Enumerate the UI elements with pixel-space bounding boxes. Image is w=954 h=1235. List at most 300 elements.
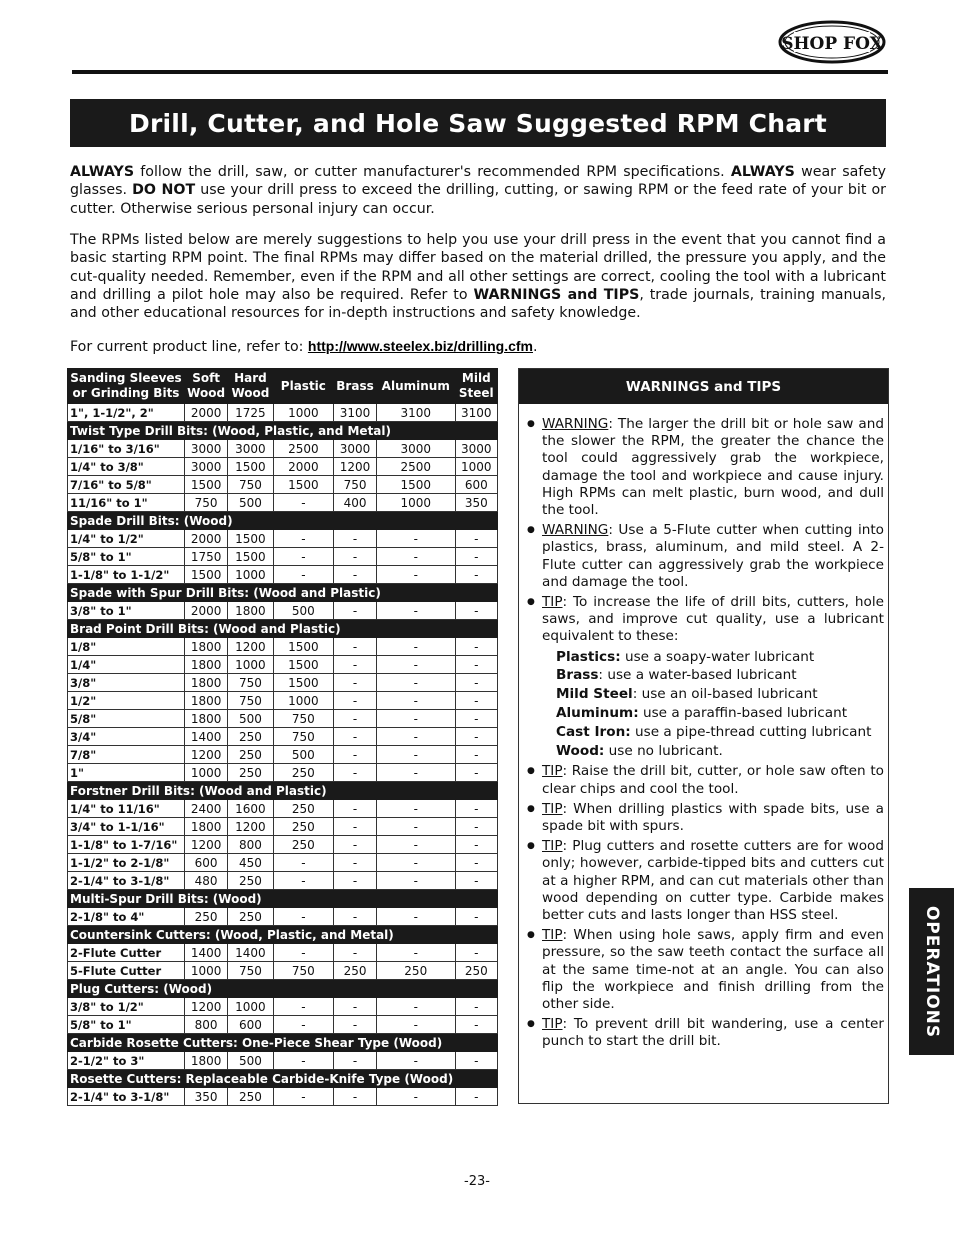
- size-cell: 1-1/8" to 1-7/16": [68, 836, 185, 854]
- rpm-cell: -: [455, 656, 497, 674]
- rpm-cell: 750: [228, 674, 273, 692]
- list-item: [527, 763, 884, 797]
- table-row: [68, 872, 498, 890]
- rpm-cell: -: [273, 872, 334, 890]
- rpm-cell: 3000: [376, 440, 455, 458]
- rpm-cell: 250: [228, 728, 273, 746]
- rpm-cell: 750: [273, 962, 334, 980]
- rpm-cell: 1000: [455, 458, 497, 476]
- item-label: WARNING: [542, 522, 609, 539]
- rpm-cell: 450: [228, 854, 273, 872]
- size-cell: 3/8" to 1/2": [68, 998, 185, 1016]
- rpm-cell: 1500: [273, 674, 334, 692]
- rpm-cell: -: [376, 908, 455, 926]
- lubricant-item: [556, 704, 884, 723]
- header-rule: [72, 70, 888, 74]
- rpm-cell: 1200: [228, 818, 273, 836]
- rpm-cell: -: [455, 944, 497, 962]
- lubricant-text: use a soapy-water lubricant: [620, 648, 815, 665]
- rpm-cell: 250: [228, 872, 273, 890]
- rpm-cell: -: [376, 728, 455, 746]
- rpm-table-body: [68, 404, 498, 1106]
- table-row: [68, 602, 498, 620]
- rpm-cell: 1800: [184, 1052, 227, 1070]
- rpm-cell: 250: [273, 800, 334, 818]
- rpm-cell: 1500: [184, 476, 227, 494]
- item-label: TIP: [542, 927, 563, 944]
- table-row: [68, 404, 498, 422]
- section-label: Spade Drill Bits: (Wood): [68, 512, 498, 530]
- rpm-cell: -: [455, 638, 497, 656]
- size-cell: 2-1/4" to 3-1/8": [68, 872, 185, 890]
- size-cell: 1-1/8" to 1-1/2": [68, 566, 185, 584]
- rpm-cell: 750: [228, 692, 273, 710]
- section-label: Countersink Cutters: (Wood, Plastic, and Metal): [68, 926, 498, 944]
- rpm-cell: -: [334, 1088, 377, 1106]
- rpm-cell: 3000: [184, 440, 227, 458]
- rpm-cell: -: [334, 836, 377, 854]
- table-row: [68, 494, 498, 512]
- rpm-cell: 600: [184, 854, 227, 872]
- rpm-cell: -: [273, 566, 334, 584]
- rpm-cell: 750: [184, 494, 227, 512]
- rpm-cell: -: [455, 836, 497, 854]
- lubricant-text: : use a water-based lubricant: [598, 667, 797, 684]
- size-cell: 5/8": [68, 710, 185, 728]
- rpm-cell: -: [455, 530, 497, 548]
- material-label: Brass: [556, 667, 599, 684]
- list-item: [527, 522, 884, 591]
- rpm-cell: -: [273, 1052, 334, 1070]
- rpm-cell: -: [455, 692, 497, 710]
- size-cell: 5/8" to 1": [68, 1016, 185, 1034]
- rpm-cell: 1800: [184, 638, 227, 656]
- table-row: [68, 728, 498, 746]
- size-cell: 1-1/2" to 2-1/8": [68, 854, 185, 872]
- rpm-cell: 250: [334, 962, 377, 980]
- rpm-cell: 250: [228, 908, 273, 926]
- rpm-cell: -: [334, 818, 377, 836]
- rpm-cell: 1500: [184, 566, 227, 584]
- rpm-cell: -: [376, 1088, 455, 1106]
- rpm-table: [67, 368, 498, 1106]
- rpm-intro-paragraph: The RPMs listed below are merely suggestions to help you use your drill press in the event that you cannot find a basic starting RPM point. The final RPMs may differ based on the material drilled, the pressure you apply, and the cut-quality needed. Remember, even if the RPM and all other settings are correct, cooling the tool with a lubricant and drilling a pilot hole may also be required. Refer to WARNINGS and TIPS, trade journals, training manuals, and other educational resources for in-depth instructions and safety knowledge.: [70, 232, 886, 322]
- item-text: : The larger the drill bit or hole saw and the slower the RPM, the greater the chance the tool could aggressively grab the workpiece, damage the tool and workpiece and cause injury. High RPMs can melt plastic, burn wood, and dull the tool.: [542, 416, 884, 519]
- rpm-cell: 2000: [273, 458, 334, 476]
- rpm-cell: -: [376, 998, 455, 1016]
- rpm-cell: -: [376, 710, 455, 728]
- rpm-cell: -: [455, 1016, 497, 1034]
- rpm-cell: 400: [334, 494, 377, 512]
- list-item: [527, 416, 884, 519]
- lubricant-item: [556, 723, 884, 742]
- table-row: [68, 908, 498, 926]
- rpm-cell: -: [455, 674, 497, 692]
- rpm-cell: 2400: [184, 800, 227, 818]
- rpm-cell: 250: [376, 962, 455, 980]
- table-row: [68, 818, 498, 836]
- rpm-cell: 750: [228, 476, 273, 494]
- rpm-cell: -: [273, 548, 334, 566]
- rpm-cell: 500: [228, 494, 273, 512]
- rpm-cell: -: [334, 602, 377, 620]
- rpm-cell: -: [334, 800, 377, 818]
- rpm-cell: -: [455, 728, 497, 746]
- warnings-tips-box: [518, 368, 889, 1104]
- product-line-paragraph: For current product line, refer to: http://www.steelex.biz/drilling.cfm.: [70, 338, 538, 355]
- table-row: [68, 566, 498, 584]
- section-row: [68, 980, 498, 998]
- size-cell: 1": [68, 764, 185, 782]
- rpm-cell: 500: [228, 1052, 273, 1070]
- rpm-cell: 500: [273, 602, 334, 620]
- section-row: [68, 1034, 498, 1052]
- warnings-tips-title: WARNINGS and TIPS: [519, 369, 888, 404]
- shop-fox-logo: [778, 20, 886, 64]
- page-title: Drill, Cutter, and Hole Saw Suggested RPM Chart: [70, 99, 886, 147]
- rpm-cell: -: [455, 854, 497, 872]
- lubricant-text: use a paraffin-based lubricant: [638, 705, 848, 722]
- rpm-cell: -: [455, 800, 497, 818]
- rpm-cell: 250: [228, 746, 273, 764]
- rpm-cell: -: [334, 710, 377, 728]
- rpm-cell: -: [334, 908, 377, 926]
- section-label: Plug Cutters: (Wood): [68, 980, 498, 998]
- section-row: [68, 422, 498, 440]
- section-label: Rosette Cutters: Replaceable Carbide-Knife Type (Wood): [68, 1070, 498, 1088]
- rpm-cell: -: [273, 530, 334, 548]
- table-row: [68, 656, 498, 674]
- rpm-cell: -: [376, 1016, 455, 1034]
- table-row: [68, 764, 498, 782]
- column-header: Sanding Sleeves or Grinding Bits: [68, 369, 185, 404]
- rpm-cell: 2000: [184, 602, 227, 620]
- rpm-cell: 3000: [455, 440, 497, 458]
- rpm-cell: 1200: [184, 998, 227, 1016]
- material-label: Plastics:: [556, 648, 621, 665]
- rpm-cell: 350: [455, 494, 497, 512]
- rpm-cell: -: [376, 602, 455, 620]
- warnings-tips-list: [519, 404, 888, 1051]
- section-label: Multi-Spur Drill Bits: (Wood): [68, 890, 498, 908]
- rpm-cell: 1800: [184, 710, 227, 728]
- column-header: Mild Steel: [455, 369, 497, 404]
- size-cell: 3/4": [68, 728, 185, 746]
- column-header: Brass: [334, 369, 377, 404]
- rpm-cell: 1200: [184, 746, 227, 764]
- rpm-cell: 500: [273, 746, 334, 764]
- rpm-cell: 3000: [334, 440, 377, 458]
- rpm-cell: -: [376, 692, 455, 710]
- size-cell: 1/8": [68, 638, 185, 656]
- size-cell: 11/16" to 1": [68, 494, 185, 512]
- lubricant-item: [556, 648, 884, 667]
- item-label: TIP: [542, 763, 563, 780]
- rpm-cell: 250: [273, 818, 334, 836]
- rpm-cell: 250: [228, 1088, 273, 1106]
- section-row: [68, 782, 498, 800]
- rpm-cell: 1200: [228, 638, 273, 656]
- rpm-cell: -: [376, 818, 455, 836]
- material-label: Cast Iron:: [556, 723, 631, 740]
- rpm-cell: -: [455, 1052, 497, 1070]
- item-label: TIP: [542, 800, 563, 817]
- rpm-cell: -: [334, 530, 377, 548]
- page-number: -23-: [464, 1174, 490, 1189]
- rpm-cell: 1600: [228, 800, 273, 818]
- size-cell: 7/8": [68, 746, 185, 764]
- rpm-cell: 3000: [184, 458, 227, 476]
- rpm-cell: -: [334, 566, 377, 584]
- rpm-cell: -: [334, 1052, 377, 1070]
- rpm-cell: 1200: [184, 836, 227, 854]
- size-cell: 1/4" to 3/8": [68, 458, 185, 476]
- rpm-cell: 1500: [228, 548, 273, 566]
- rpm-cell: -: [376, 548, 455, 566]
- rpm-cell: 1000: [184, 962, 227, 980]
- rpm-cell: 1400: [184, 944, 227, 962]
- section-label: Twist Type Drill Bits: (Wood, Plastic, and Metal): [68, 422, 498, 440]
- table-row: [68, 440, 498, 458]
- rpm-cell: 1200: [334, 458, 377, 476]
- size-cell: 1", 1-1/2", 2": [68, 404, 185, 422]
- table-row: [68, 998, 498, 1016]
- rpm-cell: -: [376, 854, 455, 872]
- rpm-cell: -: [334, 692, 377, 710]
- rpm-cell: 250: [273, 764, 334, 782]
- size-cell: 1/2": [68, 692, 185, 710]
- item-text: : When using hole saws, apply firm and even pressure, so the saw teeth contact the surface all at the same time-not at an angle. You can also flip the workpiece and finish drilling from the other side.: [542, 927, 884, 1013]
- rpm-cell: 1400: [184, 728, 227, 746]
- rpm-cell: -: [334, 728, 377, 746]
- table-row: [68, 836, 498, 854]
- rpm-cell: 750: [334, 476, 377, 494]
- section-row: [68, 620, 498, 638]
- column-header: Hard Wood: [228, 369, 273, 404]
- rpm-cell: 3000: [228, 440, 273, 458]
- table-row: [68, 1016, 498, 1034]
- column-header: Soft Wood: [184, 369, 227, 404]
- table-row: [68, 854, 498, 872]
- rpm-cell: -: [334, 746, 377, 764]
- rpm-cell: 2500: [273, 440, 334, 458]
- material-label: Wood:: [556, 742, 605, 759]
- rpm-cell: 500: [228, 710, 273, 728]
- item-text: : When drilling plastics with spade bits, use a spade bit with spurs.: [542, 800, 884, 835]
- rpm-cell: -: [273, 998, 334, 1016]
- item-text: : To prevent drill bit wandering, use a center punch to start the drill bit.: [542, 1016, 884, 1050]
- section-label: Carbide Rosette Cutters: One-Piece Shear Type (Wood): [68, 1034, 498, 1052]
- section-row: [68, 890, 498, 908]
- rpm-cell: 1000: [228, 566, 273, 584]
- rpm-cell: -: [273, 908, 334, 926]
- rpm-cell: 3100: [334, 404, 377, 422]
- section-label: Brad Point Drill Bits: (Wood and Plastic): [68, 620, 498, 638]
- rpm-cell: -: [376, 1052, 455, 1070]
- size-cell: 7/16" to 5/8": [68, 476, 185, 494]
- rpm-cell: -: [376, 764, 455, 782]
- rpm-cell: -: [376, 800, 455, 818]
- rpm-cell: 250: [273, 836, 334, 854]
- rpm-cell: 600: [455, 476, 497, 494]
- material-label: Aluminum:: [556, 705, 639, 722]
- rpm-cell: -: [455, 1088, 497, 1106]
- rpm-cell: 1000: [376, 494, 455, 512]
- size-cell: 2-1/2" to 3": [68, 1052, 185, 1070]
- rpm-cell: -: [455, 908, 497, 926]
- lubricant-list: [542, 648, 884, 761]
- size-cell: 2-1/8" to 4": [68, 908, 185, 926]
- rpm-cell: -: [376, 638, 455, 656]
- table-row: [68, 458, 498, 476]
- rpm-cell: -: [273, 1088, 334, 1106]
- table-row: [68, 944, 498, 962]
- rpm-cell: 480: [184, 872, 227, 890]
- section-row: [68, 1070, 498, 1088]
- item-label: TIP: [542, 594, 563, 611]
- rpm-cell: -: [455, 566, 497, 584]
- table-row: [68, 1052, 498, 1070]
- size-cell: 1/16" to 3/16": [68, 440, 185, 458]
- size-cell: 5-Flute Cutter: [68, 962, 185, 980]
- rpm-cell: -: [334, 998, 377, 1016]
- item-text: : Plug cutters and rosette cutters are for wood only; however, carbide-tipped bits and cutters cut at a higher RPM, and can cut materials other than wood depending on cutter type. Carbide makes better cuts and lasts longer than HSS steel.: [542, 838, 884, 924]
- rpm-cell: 1000: [273, 692, 334, 710]
- operations-side-tab: OPERATIONS: [909, 888, 954, 1055]
- table-row: [68, 962, 498, 980]
- size-cell: 1/4": [68, 656, 185, 674]
- rpm-cell: -: [334, 674, 377, 692]
- size-cell: 1/4" to 11/16": [68, 800, 185, 818]
- rpm-cell: -: [334, 1016, 377, 1034]
- section-row: [68, 584, 498, 602]
- rpm-cell: -: [273, 944, 334, 962]
- rpm-cell: 750: [273, 728, 334, 746]
- rpm-cell: 1000: [184, 764, 227, 782]
- rpm-cell: -: [334, 548, 377, 566]
- rpm-cell: 1800: [184, 692, 227, 710]
- rpm-cell: 750: [228, 962, 273, 980]
- rpm-cell: 750: [273, 710, 334, 728]
- lubricant-item: [556, 685, 884, 704]
- size-cell: 3/8": [68, 674, 185, 692]
- section-label: Forstner Drill Bits: (Wood and Plastic): [68, 782, 498, 800]
- size-cell: 1/4" to 1/2": [68, 530, 185, 548]
- item-text: : To increase the life of drill bits, cutters, hole saws, and improve cut quality, use a lubricant equivalent to these:: [542, 594, 884, 645]
- section-row: [68, 926, 498, 944]
- rpm-cell: -: [455, 998, 497, 1016]
- rpm-cell: 1000: [228, 998, 273, 1016]
- rpm-cell: -: [376, 530, 455, 548]
- list-item: [527, 838, 884, 924]
- rpm-cell: 1500: [228, 530, 273, 548]
- rpm-cell: -: [376, 746, 455, 764]
- rpm-cell: 1500: [273, 656, 334, 674]
- rpm-cell: 1500: [228, 458, 273, 476]
- rpm-cell: 250: [455, 962, 497, 980]
- lubricant-text: use no lubricant.: [604, 742, 723, 759]
- size-cell: 5/8" to 1": [68, 548, 185, 566]
- rpm-cell: -: [334, 944, 377, 962]
- rpm-table-header: [68, 369, 498, 404]
- rpm-cell: 800: [184, 1016, 227, 1034]
- material-label: Mild Steel: [556, 686, 633, 703]
- lubricant-item: [556, 666, 884, 685]
- rpm-cell: -: [455, 872, 497, 890]
- rpm-cell: 3100: [455, 404, 497, 422]
- item-label: WARNING: [542, 416, 609, 432]
- size-cell: 3/4" to 1-1/16": [68, 818, 185, 836]
- table-row: [68, 710, 498, 728]
- steelex-link[interactable]: http://www.steelex.biz/drilling.cfm: [307, 338, 533, 354]
- rpm-cell: 1800: [184, 674, 227, 692]
- rpm-cell: -: [455, 764, 497, 782]
- rpm-cell: 600: [228, 1016, 273, 1034]
- item-text: : Raise the drill bit, cutter, or hole saw often to clear chips and cool the tool.: [542, 763, 884, 797]
- rpm-cell: 2500: [376, 458, 455, 476]
- rpm-cell: 250: [228, 764, 273, 782]
- rpm-cell: -: [334, 656, 377, 674]
- section-row: [68, 512, 498, 530]
- rpm-cell: -: [376, 872, 455, 890]
- table-row: [68, 476, 498, 494]
- rpm-cell: -: [273, 494, 334, 512]
- rpm-cell: 250: [184, 908, 227, 926]
- rpm-cell: 1400: [228, 944, 273, 962]
- list-item: [527, 927, 884, 1013]
- rpm-cell: -: [455, 602, 497, 620]
- rpm-cell: 1725: [228, 404, 273, 422]
- lubricant-text: use a pipe-thread cutting lubricant: [630, 723, 872, 740]
- column-header: Plastic: [273, 369, 334, 404]
- rpm-cell: -: [273, 1016, 334, 1034]
- rpm-cell: -: [455, 818, 497, 836]
- rpm-cell: -: [455, 548, 497, 566]
- list-item: [527, 801, 884, 835]
- rpm-cell: -: [334, 854, 377, 872]
- rpm-cell: -: [376, 656, 455, 674]
- rpm-cell: 1500: [273, 476, 334, 494]
- list-item: [527, 594, 884, 760]
- table-row: [68, 1088, 498, 1106]
- table-row: [68, 530, 498, 548]
- rpm-cell: -: [376, 836, 455, 854]
- item-label: TIP: [542, 838, 563, 855]
- rpm-cell: 1000: [228, 656, 273, 674]
- rpm-cell: 1800: [184, 818, 227, 836]
- rpm-cell: 1500: [376, 476, 455, 494]
- section-label: Spade with Spur Drill Bits: (Wood and Plastic): [68, 584, 498, 602]
- rpm-cell: 2000: [184, 404, 227, 422]
- safety-paragraph: ALWAYS follow the drill, saw, or cutter manufacturer's recommended RPM specifications. ALWAYS wear safety glasses. DO NOT use your drill press to exceed the drilling, cutting, or sawing RPM or the feed rate of your bit or cutter. Otherwise serious personal injury can occur.: [70, 164, 886, 217]
- lubricant-item: [556, 742, 884, 761]
- rpm-cell: -: [376, 674, 455, 692]
- table-row: [68, 692, 498, 710]
- rpm-cell: -: [376, 566, 455, 584]
- rpm-cell: 3100: [376, 404, 455, 422]
- list-item: [527, 1016, 884, 1050]
- table-row: [68, 800, 498, 818]
- table-row: [68, 746, 498, 764]
- size-cell: 2-1/4" to 3-1/8": [68, 1088, 185, 1106]
- rpm-cell: -: [334, 764, 377, 782]
- rpm-cell: -: [334, 638, 377, 656]
- rpm-cell: -: [334, 872, 377, 890]
- size-cell: 3/8" to 1": [68, 602, 185, 620]
- item-text: : Use a 5-Flute cutter when cutting into plastics, brass, aluminum, and mild steel. A 2-Flute cutter can aggressively grab the workpiece and damage the tool.: [542, 522, 884, 590]
- rpm-cell: 350: [184, 1088, 227, 1106]
- rpm-cell: 1750: [184, 548, 227, 566]
